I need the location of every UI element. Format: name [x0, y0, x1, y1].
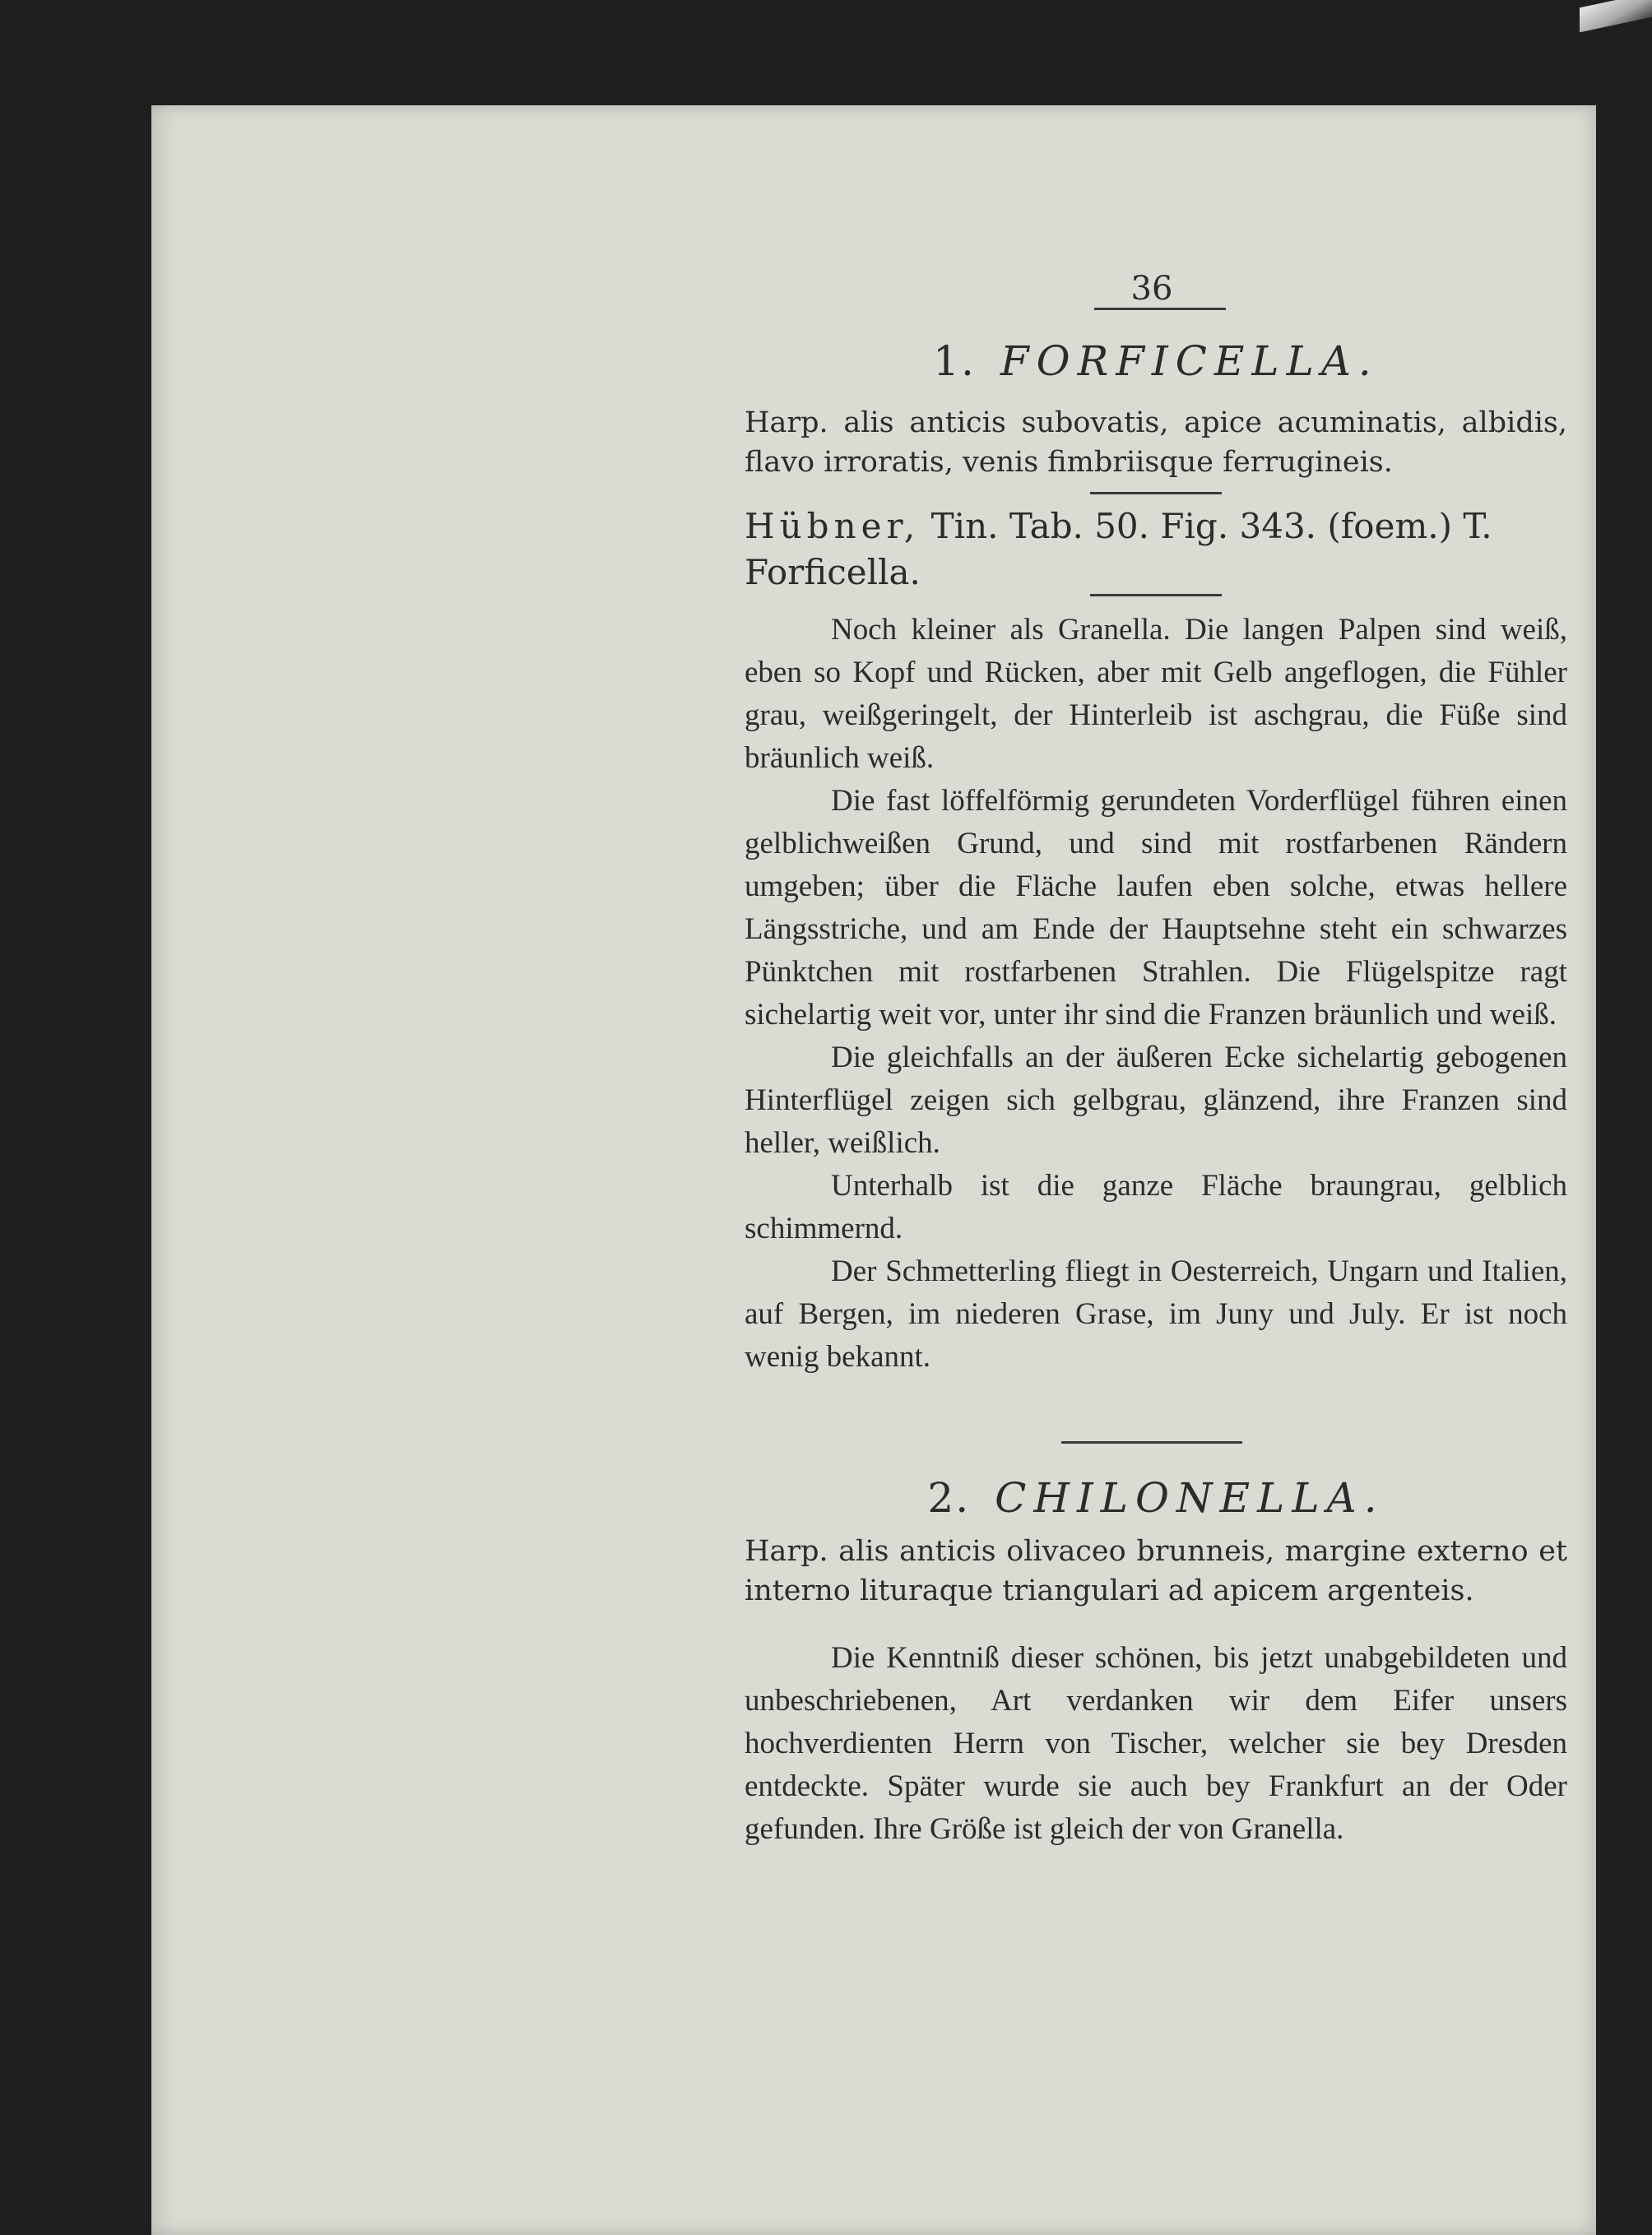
page-number: 36	[1130, 270, 1173, 308]
page-corner-fold	[1580, 0, 1652, 32]
section1-paragraph: Die gleichfalls an der äußeren Ecke sichelartig gebogenen Hinterflügel zeigen sich gelbgrau, glänzend, ihre Franzen sind heller, weißlich.	[745, 1041, 1567, 1160]
section2-paragraph: Die Kenntniß dieser schönen, bis jetzt unabgebildeten und unbeschriebenen, Art verdanken wir dem Eifer unsers hochverdienten Herrn von Tischer, welcher sie bey Dresden entdeckte. Später wurde sie auch bey Frankfurt an der Oder gefunden. Ihre Größe ist gleich der von Granella.	[745, 1641, 1567, 1846]
divider-rule	[1090, 492, 1222, 494]
section2-heading	[745, 1474, 1567, 1522]
section1-paragraph: Die fast löffelförmig gerundeten Vorderflügel führen einen gelblichweißen Grund, und sind mit rostfarbenen Rändern umgeben; über die Fläche laufen eben solche, etwas hellere Längsstriche, und am Ende der Hauptsehne steht ein schwarzes Pünktchen mit rostfarbenen Strahlen. Die Flügelspitze ragt sichelartig weit vor, unter ihr sind die Franzen bräunlich und weiß.	[745, 784, 1567, 1032]
reference-details: Tin. Tab. 50. Fig. 343. (foem.) T. Forficella.	[745, 506, 1492, 592]
section1-heading-number: 1.	[933, 337, 976, 385]
section1-reference	[745, 503, 1567, 596]
section2-latin-diagnosis: Harp. alis anticis olivaceo brunneis, margine externo et interno lituraque triangulari ad apicem argenteis.	[745, 1535, 1567, 1607]
section-divider-rule	[1061, 1441, 1242, 1444]
section2-heading-number: 2.	[927, 1474, 971, 1522]
section1-heading	[745, 337, 1567, 385]
reference-author: Hübner,	[745, 506, 921, 546]
section1-paragraph: Unterhalb ist die ganze Fläche braungrau, gelblich schimmernd.	[745, 1169, 1567, 1245]
section1-paragraph: Der Schmetterling fliegt in Oesterreich, Ungarn und Italien, auf Bergen, im niederen Grase, im Juny und July. Er ist noch wenig bekannt.	[745, 1254, 1567, 1374]
section1-heading-name: FORFICELLA.	[1000, 337, 1379, 385]
section1-latin-diagnosis: Harp. alis anticis subovatis, apice acuminatis, albidis, flavo irroratis, venis fimbriisque ferrugineis.	[745, 406, 1567, 479]
section1-paragraph: Noch kleiner als Granella. Die langen Palpen sind weiß, eben so Kopf und Rücken, aber mit Gelb angeflogen, die Fühler grau, weißgeringelt, der Hinterleib ist aschgrau, die Füße sind bräunlich weiß.	[745, 613, 1567, 775]
section2-body	[745, 1637, 1567, 1851]
divider-rule	[1090, 594, 1222, 596]
section2-heading-name: CHILONELLA.	[995, 1474, 1385, 1522]
section1-body	[745, 609, 1567, 1379]
page-number-rule	[1094, 308, 1226, 310]
